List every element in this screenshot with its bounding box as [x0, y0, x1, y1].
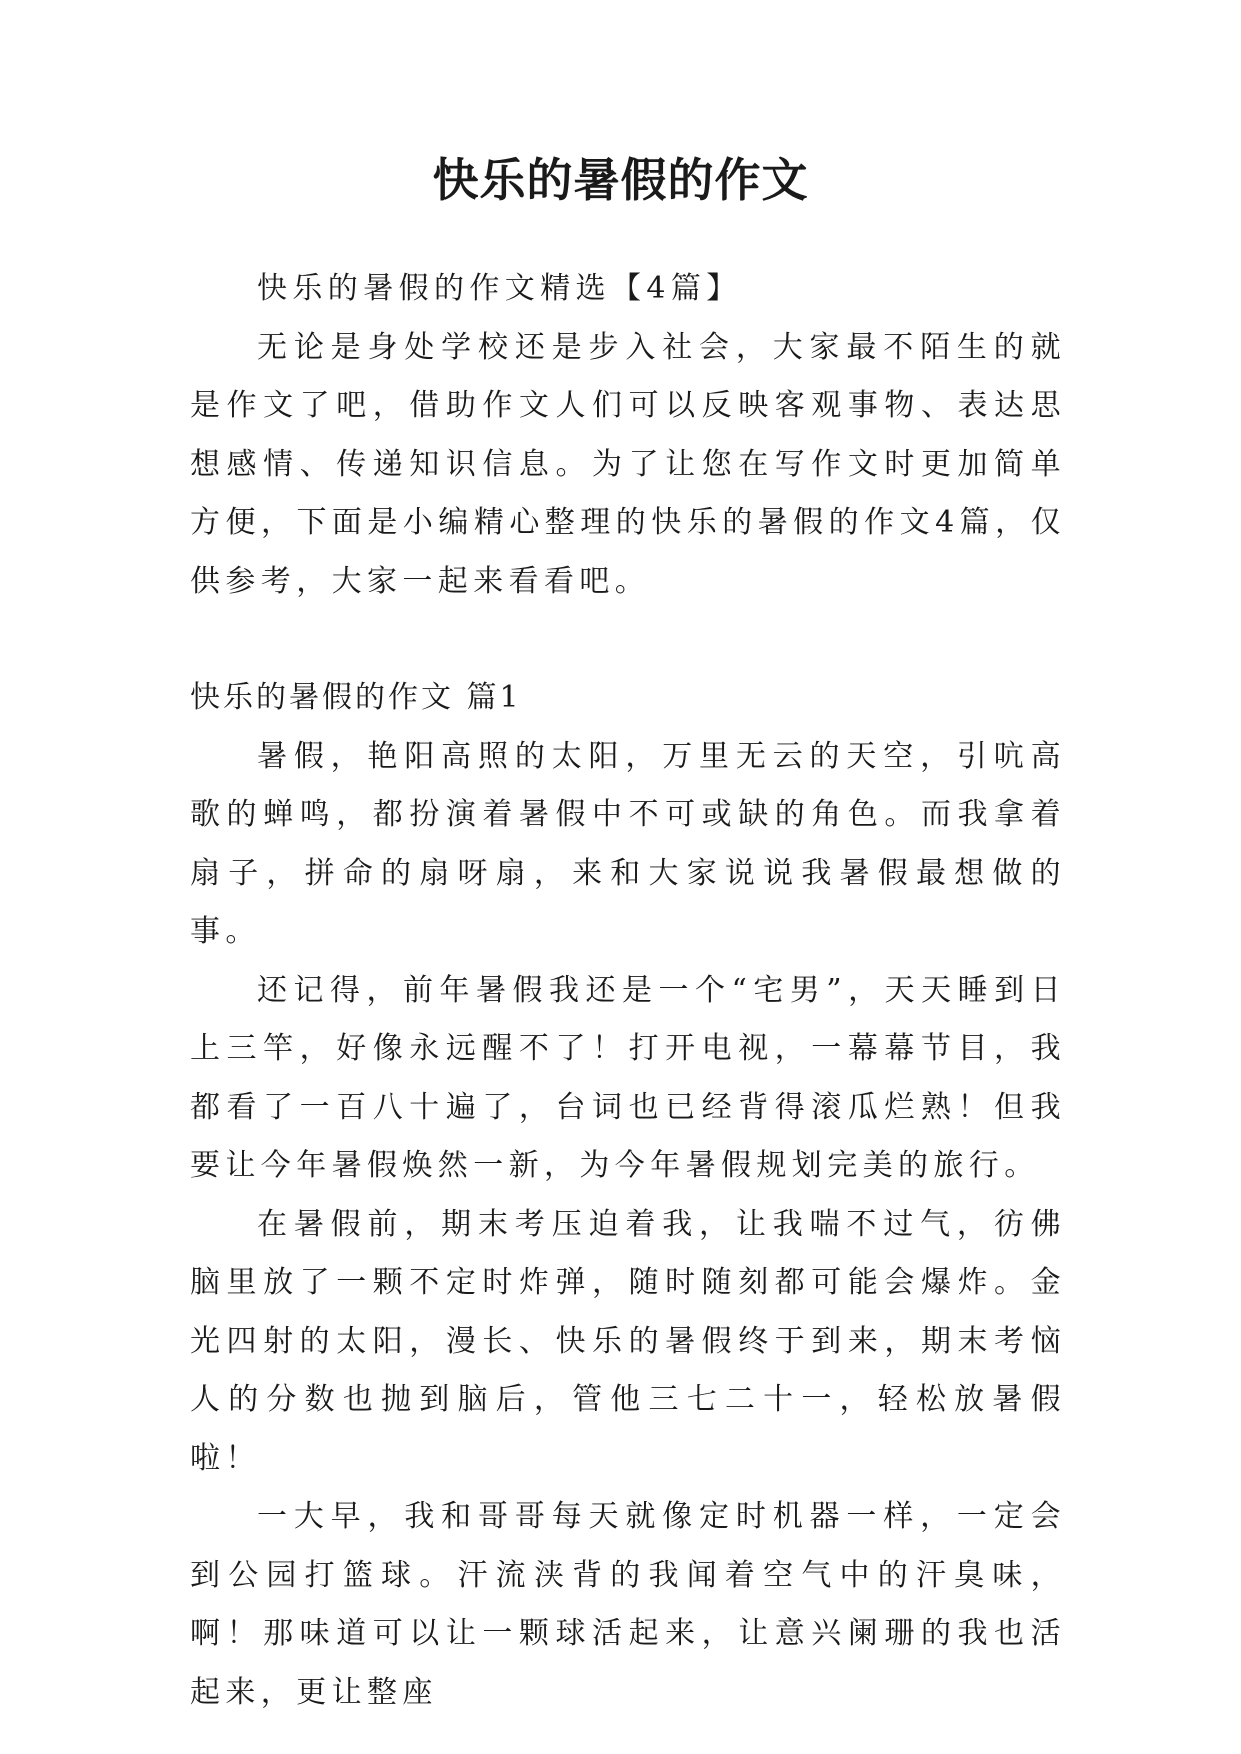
section-heading: 快乐的暑假的作文 篇1	[190, 680, 522, 715]
intro-paragraph: 无论是身处学校还是步入社会，大家最不陌生的就是作文了吧，借助作文人们可以反映客观事物、表达思想感情、传递知识信息。为了让您在写作文时更加简单方便，下面是小编精心整理的快乐的暑假的作文4篇，仅供参考，大家一起来看看吧。	[190, 329, 1066, 599]
body-paragraph: 一大早，我和哥哥每天就像定时机器一样，一定会到公园打篮球。汗流浃背的我闻着空气中的汗臭味，啊！那味道可以让一颗球活起来，让意兴阑珊的我也活起来，更让整座	[190, 1499, 1066, 1710]
document-title: 快乐的暑假的作文	[432, 153, 809, 207]
intro-subtitle: 快乐的暑假的作文精选【4篇】	[257, 271, 742, 306]
body-paragraph: 暑假，艳阳高照的太阳，万里无云的天空，引吭高歌的蝉鸣，都扮演着暑假中不可或缺的角色。而我拿着扇子，拼命的扇呀扇，来和大家说说我暑假最想做的事。	[190, 738, 1066, 949]
body-paragraph: 还记得，前年暑假我还是一个“宅男”，天天睡到日上三竿，好像永远醒不了！打开电视，一幕幕节目，我都看了一百八十遍了，台词也已经背得滚瓜烂熟！但我要让今年暑假焕然一新，为今年暑假规划完美的旅行。	[190, 972, 1066, 1183]
body-paragraph: 在暑假前，期末考压迫着我，让我喘不过气，彷佛脑里放了一颗不定时炸弹，随时随刻都可能会爆炸。金光四射的太阳，漫长、快乐的暑假终于到来，期末考恼人的分数也抛到脑后，管他三七二十一，轻松放暑假啦！	[190, 1206, 1066, 1476]
document-body	[190, 260, 1066, 1722]
